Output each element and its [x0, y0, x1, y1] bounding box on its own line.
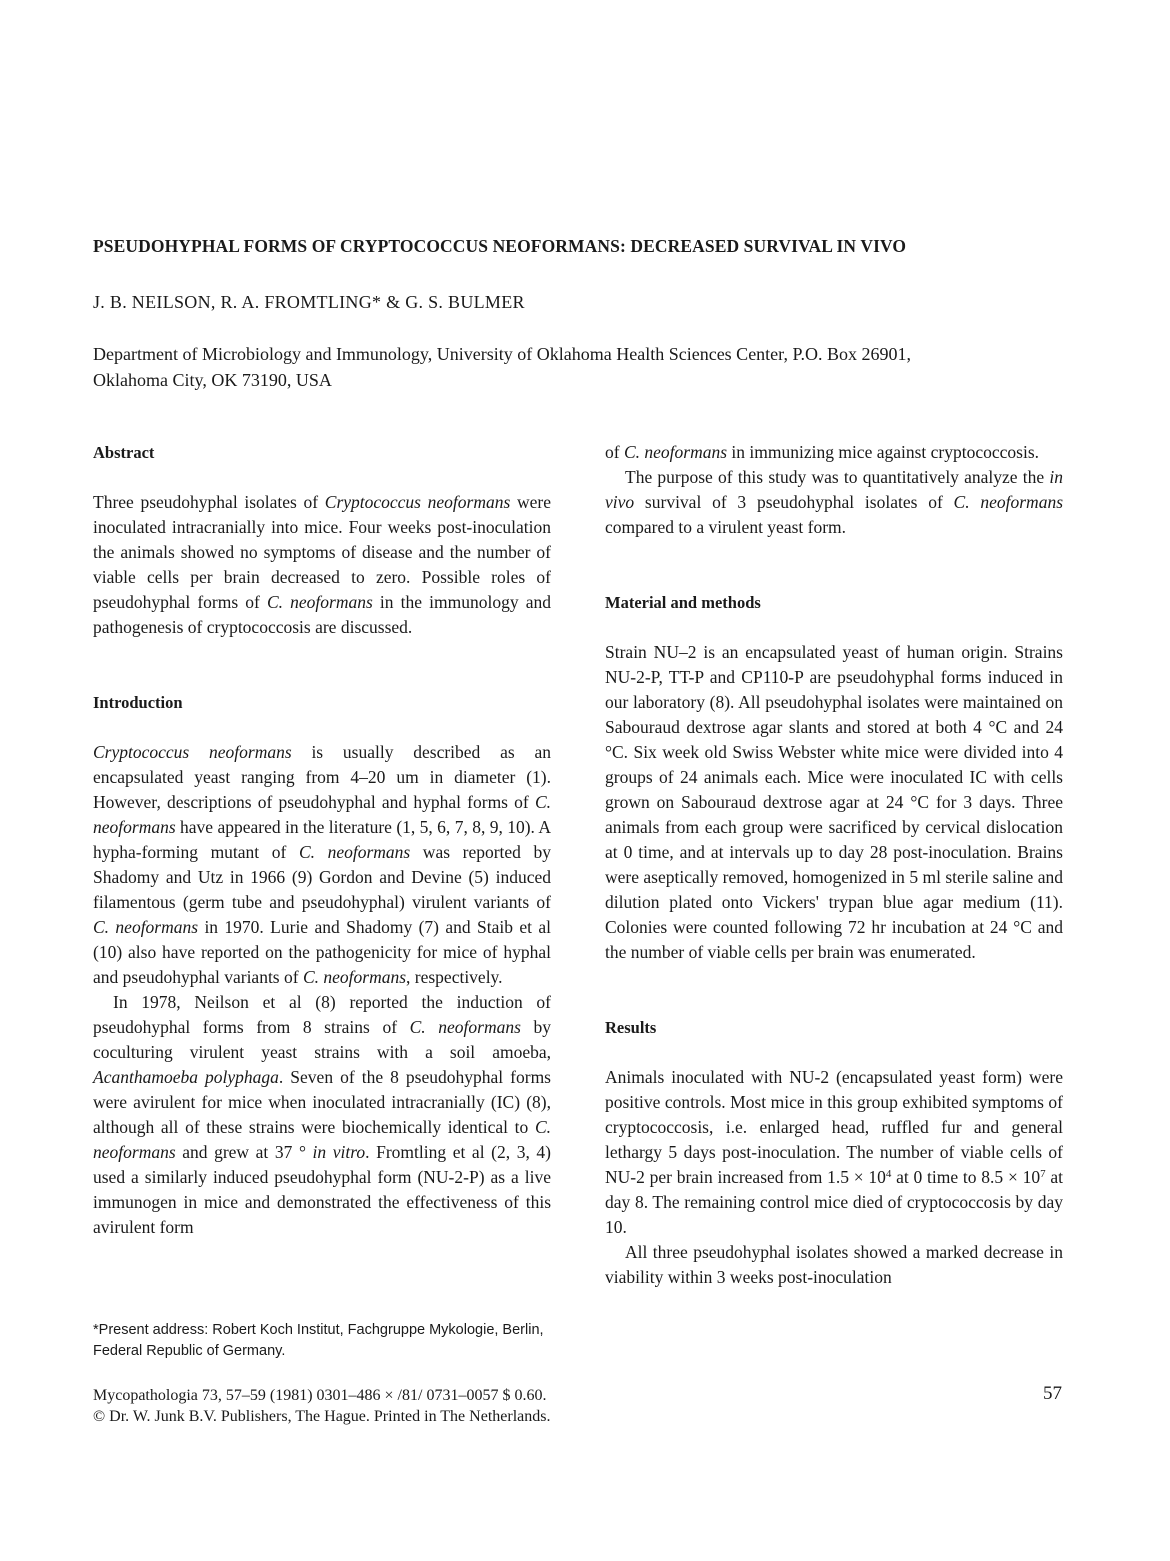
- introduction-paragraph-2-continued: of C. neoformans in immunizing mice against cryptococcosis.: [605, 442, 1040, 462]
- abstract-heading: Abstract: [93, 443, 155, 462]
- left-column: [93, 440, 551, 1240]
- copyright-line: © Dr. W. Junk B.V. Publishers, The Hague. Printed in The Netherlands.: [93, 1408, 551, 1425]
- affiliation-line-2: Oklahoma City, OK 73190, USA: [93, 370, 332, 390]
- author-footnote: *Present address: Robert Koch Institut, Fachgruppe Mykologie, Berlin, Federal Republic of Germany.: [93, 1322, 544, 1359]
- introduction-paragraph-2: In 1978, Neilson et al (8) reported the induction of pseudohyphal forms from 8 strains of C. neoformans by coculturing virulent yeast strains with a soil amoeba, Acanthamoeba polyphaga. Seven of the 8 pseudohyphal forms were avirulent for mice when inoculated intracranially (IC) (8), although all of these strains were biochemically identical to C. neoformans and grew at 37 ° in vitro. Fromtling et al (2, 3, 4) used a similarly induced pseudohyphal form (NU-2-P) as a live immunogen in mice and demonstrated the effectiveness of this avirulent form: [93, 992, 551, 1237]
- introduction-heading: Introduction: [93, 693, 183, 712]
- results-paragraph-2: All three pseudohyphal isolates showed a marked decrease in viability within 3 weeks post-inoculation: [605, 1242, 1063, 1287]
- methods-heading: Material and methods: [605, 593, 761, 612]
- paper-title: PSEUDOHYPHAL FORMS OF CRYPTOCOCCUS NEOFORMANS: DECREASED SURVIVAL IN VIVO: [93, 236, 907, 256]
- results-heading: Results: [605, 1018, 657, 1037]
- author-list: J. B. NEILSON, R. A. FROMTLING* & G. S. BULMER: [93, 292, 525, 312]
- affiliation: [93, 341, 1073, 393]
- journal-footer: [93, 1385, 1073, 1427]
- introduction-paragraph-1: Cryptococcus neoformans is usually described as an encapsulated yeast ranging from 4–20 um in diameter (1). However, descriptions of pseudohyphal and hyphal forms of C. neoformans have appeared in the literature (1, 5, 6, 7, 8, 9, 10). A hypha-forming mutant of C. neoformans was reported by Shadomy and Utz in 1966 (9) Gordon and Devine (5) induced filamentous (germ tube and pseudohyphal) virulent variants of C. neoformans in 1970. Lurie and Shadomy (7) and Staib et al (10) also have reported on the pathogenicity for mice of hyphal and pseudohyphal variants of C. neoformans, respectively.: [93, 742, 552, 987]
- results-paragraph-1: Animals inoculated with NU-2 (encapsulated yeast form) were positive controls. Most mice in this group exhibited symptoms of cryptococcosis, i.e. enlarged head, ruffled fur and general lethargy 5 days post-inoculation. The number of viable cells of NU-2 per brain increased from $1.5 \times 10^4$ at 0 time to $8.5 \times 10^7$ at day 8. The remaining control mice died of cryptococcosis by day 10.: [605, 1067, 1063, 1237]
- abstract-text: Three pseudohyphal isolates of Cryptococcus neoformans were inoculated intracranially into mice. Four weeks post-inoculation the animals showed no symptoms of disease and the number of viable cells per brain decreased to zero. Possible roles of pseudohyphal forms of C. neoformans in the immunology and pathogenesis of cryptococcosis are discussed.: [93, 492, 551, 637]
- methods-paragraph: Strain NU–2 is an encapsulated yeast of human origin. Strains NU-2-P, TT-P and CP110-P are pseudohyphal forms induced in our laboratory (8). All pseudohyphal isolates were maintained on Sabouraud dextrose agar slants and stored at both 4 °C and 24 °C. Six week old Swiss Webster white mice were divided into 4 groups of 24 animals each. Mice were inoculated IC with cells grown on Sabouraud dextrose agar at 24 °C for 3 days. Three animals from each group were sacrificed by cervical dislocation at 0 time, and at intervals up to day 28 post-inoculation. Brains were aseptically removed, homogenized in 5 ml sterile saline and dilution plated onto Vickers' trypan blue agar medium (11). Colonies were counted following 72 hr incubation at 24 °C and the number of viable cells per brain was enumerated.: [605, 642, 1063, 962]
- affiliation-line-1: Department of Microbiology and Immunology, University of Oklahoma Health Sciences Center, P.O. Box 26901,: [93, 344, 911, 364]
- introduction-paragraph-3: The purpose of this study was to quantitatively analyze the in vivo survival of 3 pseudohyphal isolates of C. neoformans compared to a virulent yeast form.: [605, 467, 1064, 537]
- citation-line: Mycopathologia 73, 57–59 (1981) 0301–486 × /81/ 0731–0057 $ 0.60.: [93, 1387, 547, 1404]
- right-column: [605, 440, 1063, 1290]
- page-number: 57: [1043, 1383, 1062, 1404]
